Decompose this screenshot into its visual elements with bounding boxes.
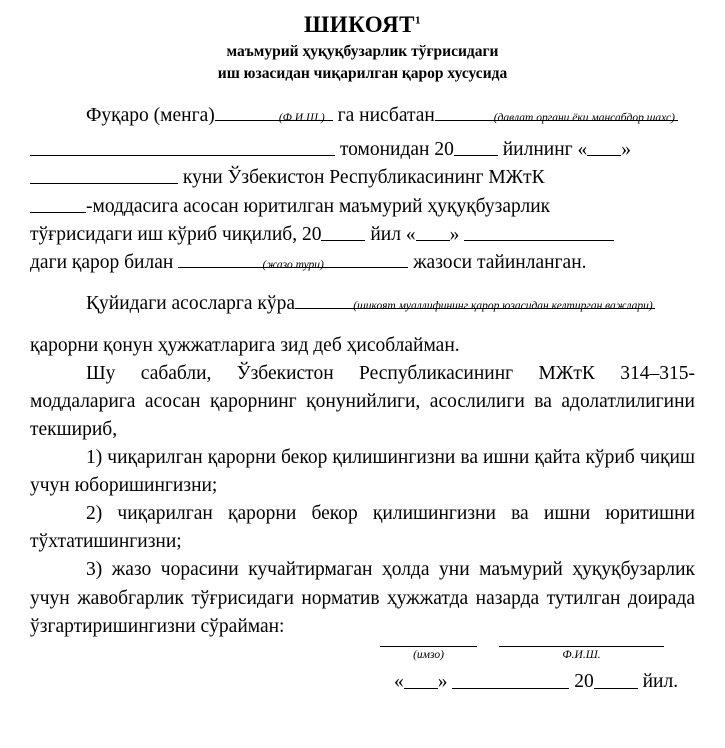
- intro-text-8: МЖтК: [488, 167, 545, 189]
- intro-text-2: га нисбатан: [337, 105, 435, 127]
- paragraph-grounds-line1: [30, 290, 695, 318]
- blank-day-2[interactable]: [416, 222, 450, 241]
- caption-grounds: (шикоят муаллифининг қарор юзасидан келтирган важлари): [353, 299, 653, 312]
- blank-free-2[interactable]: [30, 166, 178, 185]
- list-item-2: 2) чиқарилган қарорни бекор қилишингизни ва ишни юритишни тўхтатишингизни;: [30, 503, 695, 553]
- intro-text-15: йил: [370, 223, 401, 245]
- intro-text-9: -моддасига: [86, 195, 179, 217]
- quote-close-2: »: [449, 223, 460, 245]
- paragraph-intro-line3: [30, 164, 695, 192]
- intro-text-17: жазоси тайинланган.: [413, 251, 587, 273]
- paragraph-intro: [30, 102, 695, 130]
- paragraph-legal-basis: Шу сабабли, Ўзбекистон Республикасининг МЖтК 314–315-моддаларига асосан қарорнинг қонунийлиги, асослилиги ва адолатлилигини текшириб,: [30, 362, 695, 441]
- year-prefix-1: 20: [434, 139, 454, 161]
- fullname-field[interactable]: [499, 645, 664, 662]
- fullname-rule: [499, 645, 664, 647]
- intro-text-12: маъмурий: [338, 195, 423, 217]
- intro-text-5: куни: [182, 167, 223, 189]
- quote-close-1: »: [621, 139, 632, 161]
- intro-text-14: тўғрисидаги иш кўриб чиқилиб,: [30, 223, 298, 245]
- intro-text-7: Республикасининг: [329, 167, 484, 189]
- page-title: [30, 12, 695, 37]
- caption-punishment-type: (жазо тури): [262, 258, 324, 271]
- page-title-text: ШИКОЯТ: [304, 12, 415, 37]
- blank-date-day[interactable]: [404, 670, 438, 689]
- title-footnote-marker: 1: [414, 14, 421, 27]
- blank-article[interactable]: [30, 194, 86, 213]
- blank-date-year[interactable]: [594, 670, 638, 689]
- blank-fio-1[interactable]: [215, 102, 333, 125]
- caption-fish: Ф.И.Ш.: [562, 649, 601, 661]
- blank-authority[interactable]: [435, 102, 678, 125]
- paragraph-intro-line2: [30, 136, 695, 164]
- caption-imzo: (имзо): [413, 649, 444, 661]
- blank-day-1[interactable]: [587, 137, 621, 156]
- signature-rules: [380, 645, 695, 662]
- caption-fio: (Ф.И.Ш.): [278, 112, 325, 125]
- paragraph-intro-line5: [30, 221, 695, 249]
- blank-year-1[interactable]: [454, 137, 498, 156]
- intro-text-1: Фуқаро (менга): [86, 105, 215, 127]
- subtitle-line-2: иш юзасидан чиқарилган қарор хусусида: [217, 65, 508, 83]
- signature-rule: [380, 645, 477, 647]
- date-quote-close: »: [437, 670, 448, 692]
- subtitle-line-1: маъмурий ҳуқуқбузарлик тўғрисидаги: [226, 43, 499, 61]
- paragraph-grounds-line2: [30, 332, 695, 360]
- intro-text-13: ҳуқуқбузарлик: [427, 195, 551, 217]
- date-quote-open: «: [394, 670, 404, 692]
- paragraph-intro-line4: [30, 193, 695, 221]
- date-year-prefix: 20: [574, 670, 594, 692]
- signature-block: [380, 645, 695, 693]
- document-body: [30, 102, 695, 640]
- intro-text-4: йилнинг: [502, 139, 573, 161]
- caption-authority: (давлат органи ёки мансабдор шахс): [493, 112, 675, 125]
- blank-date-month[interactable]: [452, 670, 569, 689]
- list-item-3: 3) жазо чорасини кучайтирмаган ҳолда уни маъмурий ҳуқуқбузарлик учун жавобгарлик тўғрисидаги норматив ҳужжатда назарда тутилган доирада ўзгартиришингизни сўрайман:: [30, 559, 695, 637]
- blank-year-2[interactable]: [321, 222, 365, 241]
- blank-punishment-type[interactable]: [178, 249, 408, 271]
- quote-open-1: «: [577, 139, 588, 161]
- intro-text-3: томонидан: [339, 139, 430, 161]
- date-year-suffix: йил.: [642, 670, 679, 692]
- intro-text-11: юритилган: [243, 195, 335, 217]
- intro-text-10: асосан: [183, 195, 239, 217]
- grounds-text-2: қарорни қонун ҳужжатларига зид деб ҳисоблайман.: [30, 334, 460, 356]
- signature-field[interactable]: [380, 645, 477, 662]
- blank-grounds[interactable]: [295, 290, 655, 312]
- signature-date-line: [394, 670, 695, 693]
- intro-text-6: Ўзбекистон: [227, 167, 325, 189]
- intro-text-16: даги қарор билан: [30, 251, 174, 273]
- title-block: [30, 0, 695, 85]
- grounds-text-1: Қуйидаги асосларга кўра: [86, 292, 296, 314]
- list-item-1: 1) чиқарилган қарорни бекор қилишингизни ва ишни қайта кўриб чиқиш учун юборишингизни;: [30, 447, 695, 497]
- blank-free-3[interactable]: [464, 222, 614, 241]
- year-prefix-2: 20: [301, 223, 322, 245]
- quote-open-2: «: [405, 223, 416, 245]
- paragraph-intro-line6: [30, 249, 695, 277]
- blank-free-1[interactable]: [30, 137, 335, 156]
